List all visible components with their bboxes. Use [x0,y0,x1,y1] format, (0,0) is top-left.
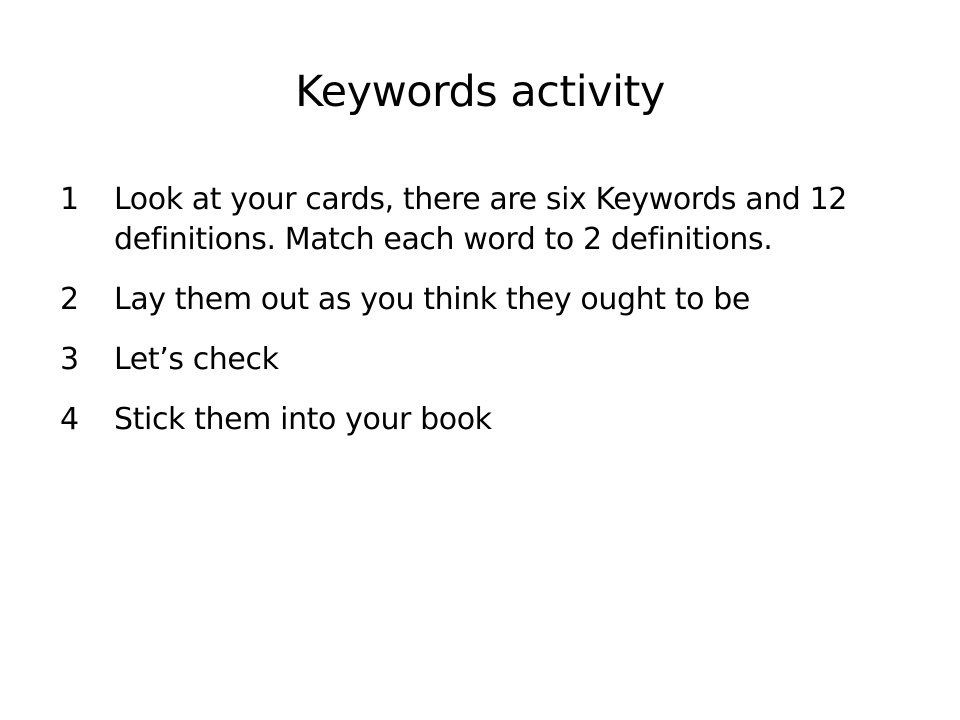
list-item [60,400,880,440]
item-number: 2 [60,282,79,317]
list-item [60,280,880,320]
slide-title: Keywords activity [295,67,665,117]
item-number: 4 [60,402,79,437]
list-item [60,340,880,380]
item-text: Lay them out as you think they ought to be [114,282,750,317]
item-text: Stick them into your book [114,402,492,437]
item-text: Look at your cards, there are six Keywords and 12 definitions. Match each word to 2 definitions. [114,182,847,257]
item-text: Let’s check [114,342,279,377]
item-number: 3 [60,342,79,377]
list-item [60,180,880,260]
instruction-list [60,180,880,460]
item-number: 1 [60,182,79,217]
